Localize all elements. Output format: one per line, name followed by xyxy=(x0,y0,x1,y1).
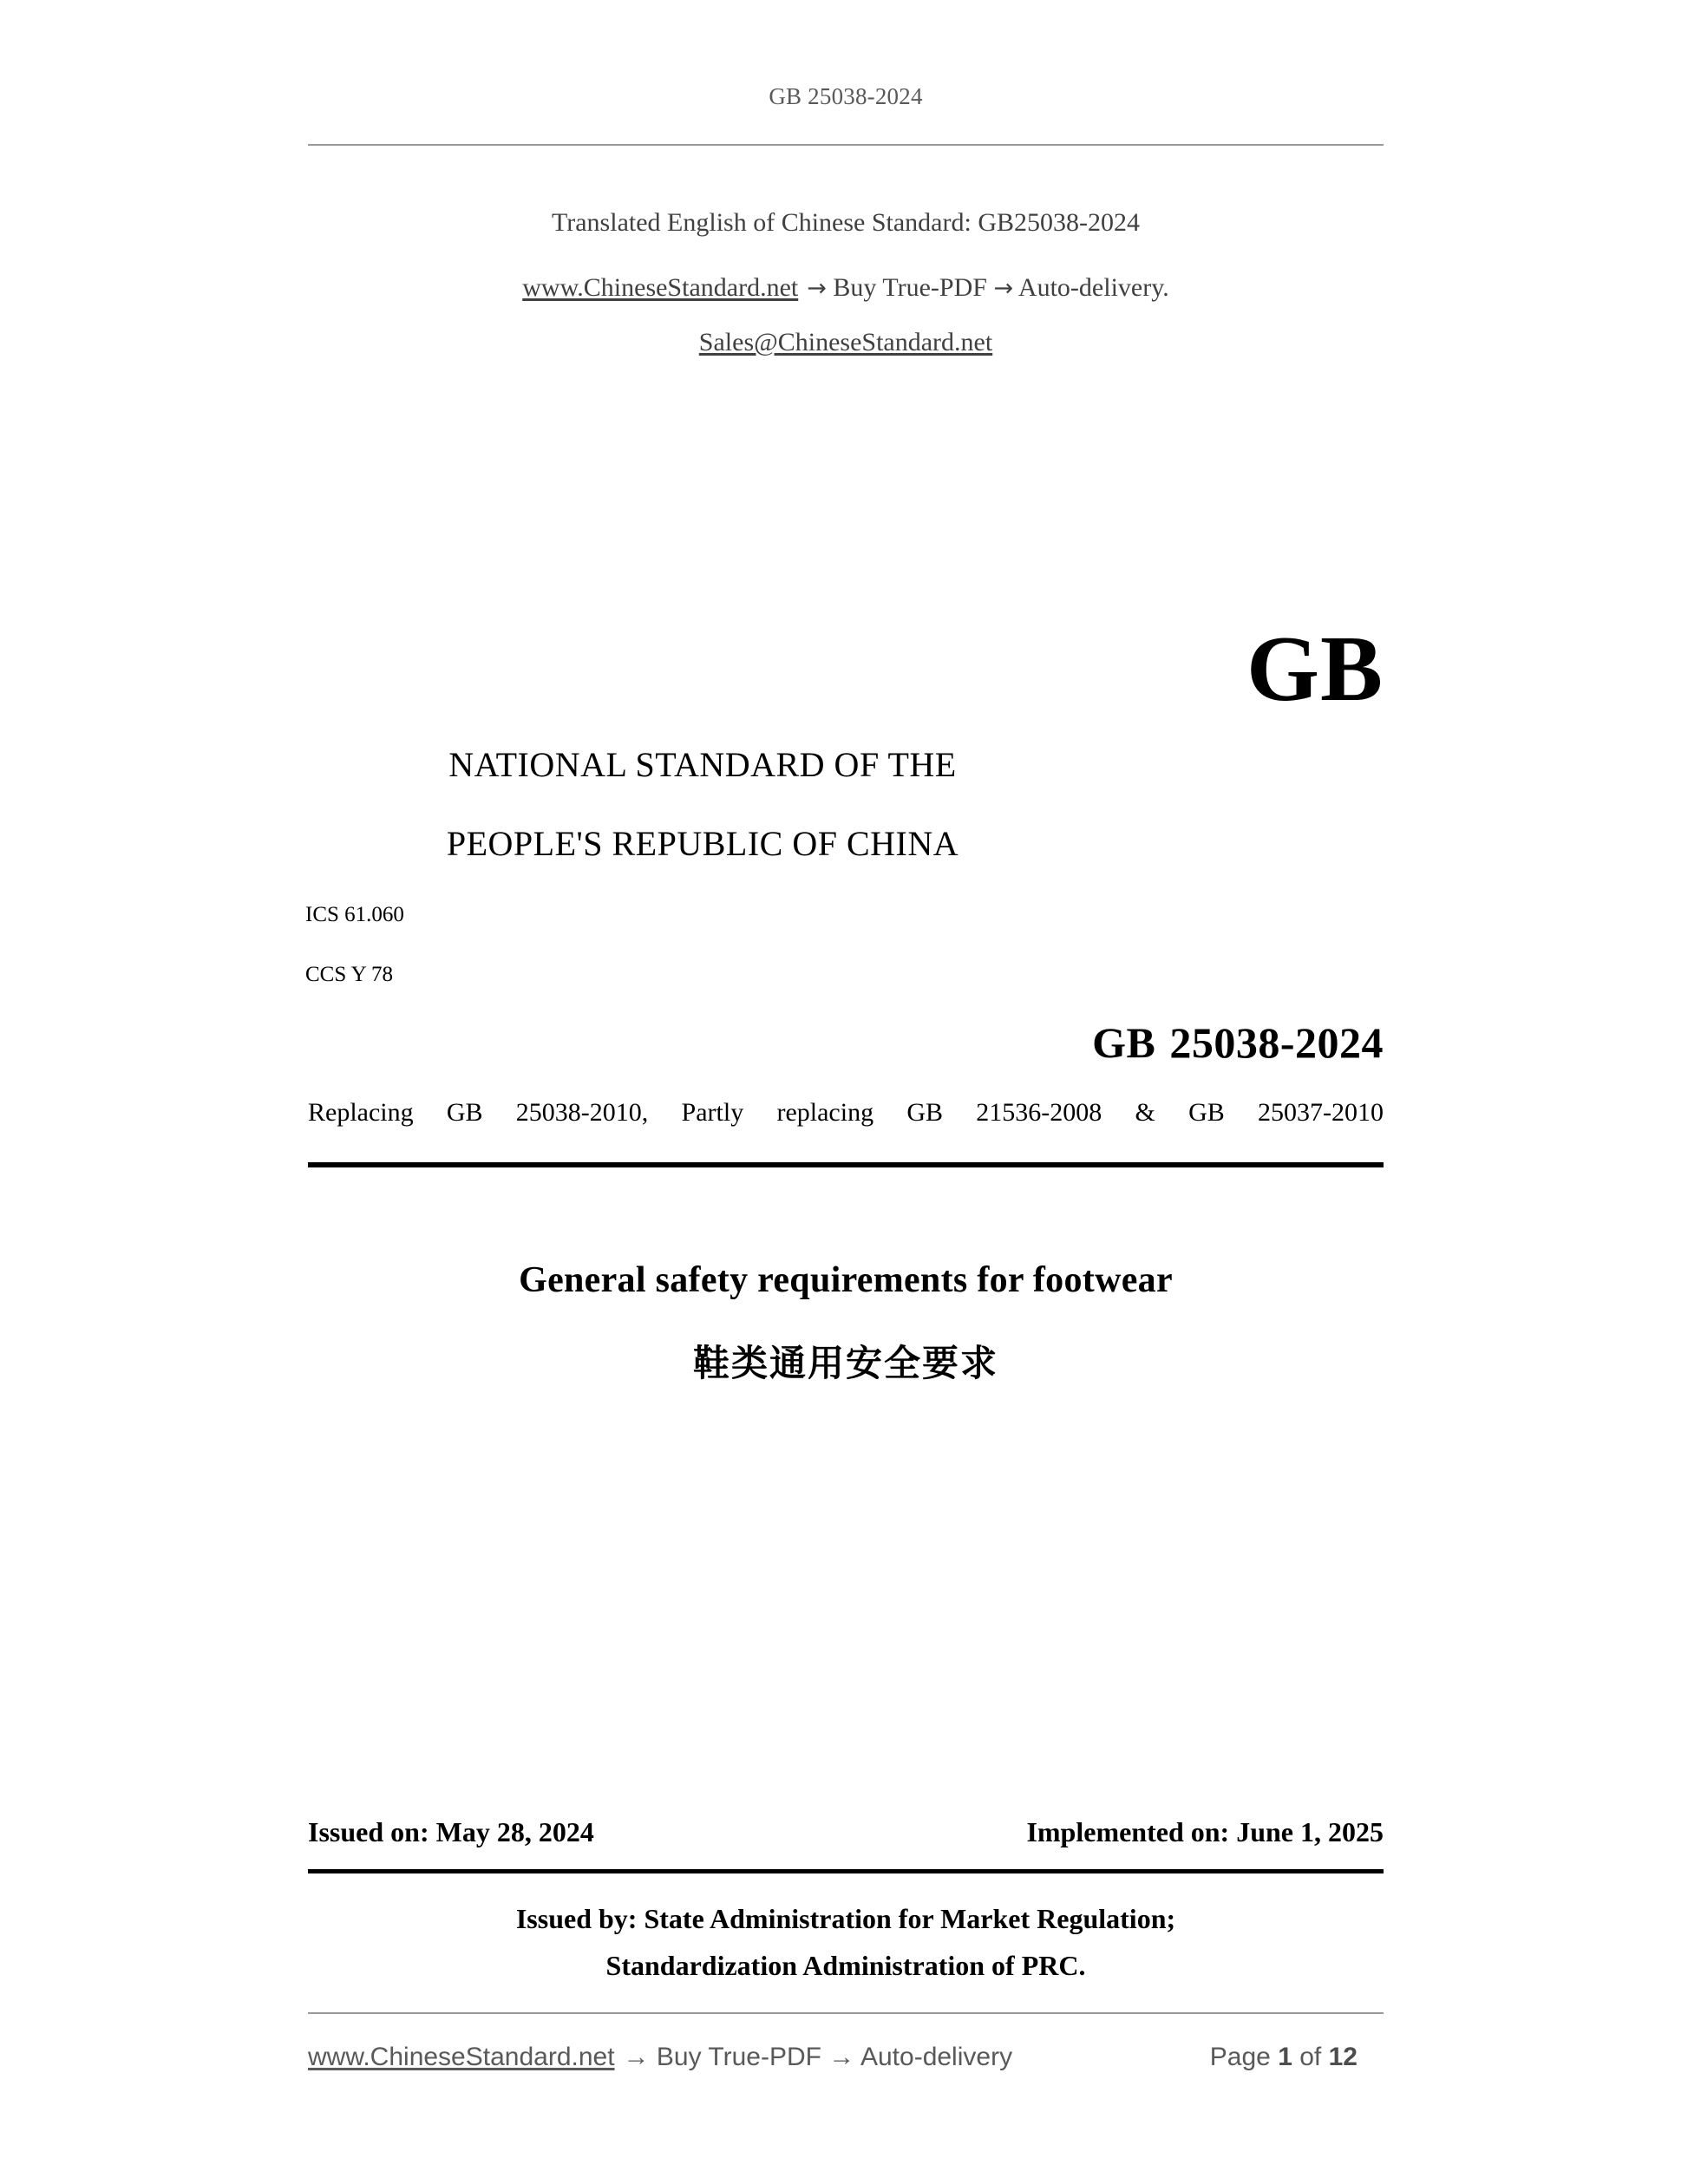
page-of-label: of xyxy=(1299,2043,1322,2071)
header-divider xyxy=(308,144,1384,146)
dates-divider xyxy=(308,1869,1384,1873)
footer-delivery-label: Auto-delivery xyxy=(860,2043,1013,2071)
buy-label: Buy True-PDF xyxy=(833,273,987,302)
issued-on-date: Issued on: May 28, 2024 xyxy=(308,1816,594,1847)
translation-notice: Translated English of Chinese Standard: GB25038-2024 xyxy=(551,208,1140,237)
ccs-code: CCS Y 78 xyxy=(305,963,393,986)
national-standard-line-2: PEOPLE'S REPUBLIC OF CHINA xyxy=(446,824,959,863)
delivery-label: Auto-delivery. xyxy=(1017,273,1169,302)
gb-logo-mark: GB xyxy=(1246,618,1384,721)
replacing-note: Replacing GB 25038-2010, Partly replacing GB 21536-2008 & GB 25037-2010 xyxy=(308,1098,1384,1127)
website-link[interactable]: www.ChineseStandard.net xyxy=(522,273,799,302)
footer-arrow-right-icon: → xyxy=(623,2043,650,2071)
footer-website-link[interactable]: www.ChineseStandard.net xyxy=(308,2043,615,2071)
standard-title-chinese: 鞋类通用安全要求 xyxy=(692,1342,998,1384)
dates-row xyxy=(308,1816,1384,1848)
page-label: Page xyxy=(1209,2043,1271,2071)
national-standard-line-1: NATIONAL STANDARD OF THE xyxy=(448,745,957,784)
running-header-title: GB 25038-2024 xyxy=(769,83,923,109)
page-indicator xyxy=(1210,2043,1358,2072)
standard-title-english: General safety requirements for footwear xyxy=(519,1260,1173,1300)
footer-promo xyxy=(308,2043,1012,2072)
issuing-body-line-1: Issued by: State Administration for Market Regulation; xyxy=(515,1903,1176,1934)
footer-arrow-right-icon-2: → xyxy=(828,2043,855,2071)
footer-buy-label: Buy True-PDF xyxy=(656,2043,821,2071)
sales-email-link[interactable]: Sales@ChineseStandard.net xyxy=(698,328,993,356)
purchase-notice xyxy=(308,273,1384,303)
sales-email-line xyxy=(308,328,1384,357)
standard-divider-thick xyxy=(308,1162,1384,1167)
ics-code: ICS 61.060 xyxy=(305,903,404,926)
arrow-right-icon-2: → xyxy=(993,275,1014,302)
arrow-right-icon: → xyxy=(807,275,827,302)
page-footer xyxy=(308,2043,1384,2072)
page-number: 1 xyxy=(1278,2043,1292,2071)
standard-code: 25038-2024 xyxy=(1169,1018,1384,1067)
page-total: 12 xyxy=(1328,2043,1358,2071)
implemented-on-date: Implemented on: June 1, 2025 xyxy=(1026,1816,1384,1847)
standard-number xyxy=(308,1017,1384,1068)
footer-divider xyxy=(308,2012,1384,2014)
issuing-body-line-2: Standardization Administration of PRC. xyxy=(605,1950,1086,1981)
standard-prefix: GB xyxy=(1092,1018,1156,1067)
